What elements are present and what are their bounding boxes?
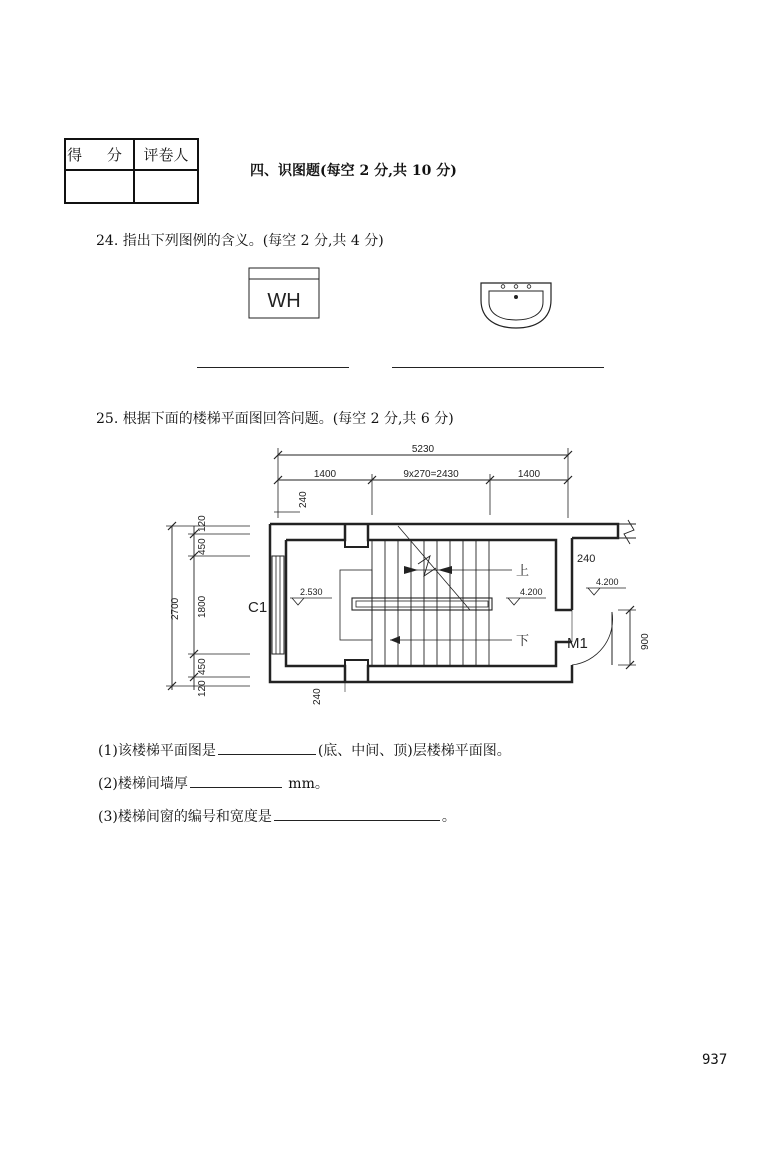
dim-wall-bottom: 240: [312, 688, 323, 705]
sub-question-2: [98, 773, 329, 793]
answer-blank-4[interactable]: [190, 773, 282, 788]
elevation-right: 4.200: [596, 577, 619, 587]
elevation-mid: 4.200: [520, 587, 543, 597]
dim-120-bottom: 120: [197, 680, 208, 697]
dim-total: 5230: [411, 444, 435, 455]
sub1-prefix: (1)该楼梯平面图是: [98, 743, 216, 759]
label-up: 上: [516, 563, 530, 578]
dim-right: 1400: [517, 469, 541, 480]
dim-450-top: 450: [197, 538, 208, 555]
door-label: M1: [567, 635, 588, 652]
washbasin-symbol: [481, 283, 551, 328]
sub1-suffix: (底、中间、顶)层楼梯平面图。: [317, 743, 511, 759]
label-down: 下: [516, 633, 530, 648]
water-heater-symbol: [249, 268, 319, 318]
answer-blank-1[interactable]: [197, 367, 349, 368]
sub3-suffix: 。: [441, 809, 456, 825]
dim-mid: 9x270=2430: [403, 469, 459, 480]
window-label: C1: [248, 599, 268, 616]
sub-question-3: [98, 806, 456, 826]
sub2-prefix: (2)楼梯间墙厚: [98, 776, 188, 792]
dim-1800: 1800: [197, 595, 208, 618]
elevation-left: 2.530: [300, 587, 323, 597]
page-number: 937: [702, 1052, 728, 1068]
sub3-prefix: (3)楼梯间窗的编号和宽度是: [98, 809, 272, 825]
dim-900: 900: [640, 633, 651, 650]
grader-header: 评卷人: [143, 146, 189, 164]
dim-wall-right: 240: [577, 553, 596, 565]
dim-wall-top: 240: [298, 491, 309, 508]
dim-450-bottom: 450: [197, 658, 208, 675]
answer-blank-5[interactable]: [274, 806, 440, 821]
answer-blank-3[interactable]: [218, 740, 316, 755]
dim-left: 1400: [313, 469, 337, 480]
water-heater-label: WH: [267, 290, 301, 312]
dim-120-top: 120: [197, 515, 208, 532]
sub-question-1: [98, 740, 511, 760]
score-header: 得 分: [67, 146, 132, 164]
section-title: 四、识图题(每空 2 分,共 10 分): [250, 163, 457, 179]
question-25: 25. 根据下面的楼梯平面图回答问题。(每空 2 分,共 6 分): [96, 411, 454, 427]
question-24: 24. 指出下列图例的含义。(每空 2 分,共 4 分): [96, 233, 384, 249]
sub2-suffix: mm。: [288, 776, 329, 792]
dim-2700: 2700: [170, 597, 181, 620]
answer-blank-2[interactable]: [392, 367, 604, 368]
stair-plan: [166, 448, 636, 692]
